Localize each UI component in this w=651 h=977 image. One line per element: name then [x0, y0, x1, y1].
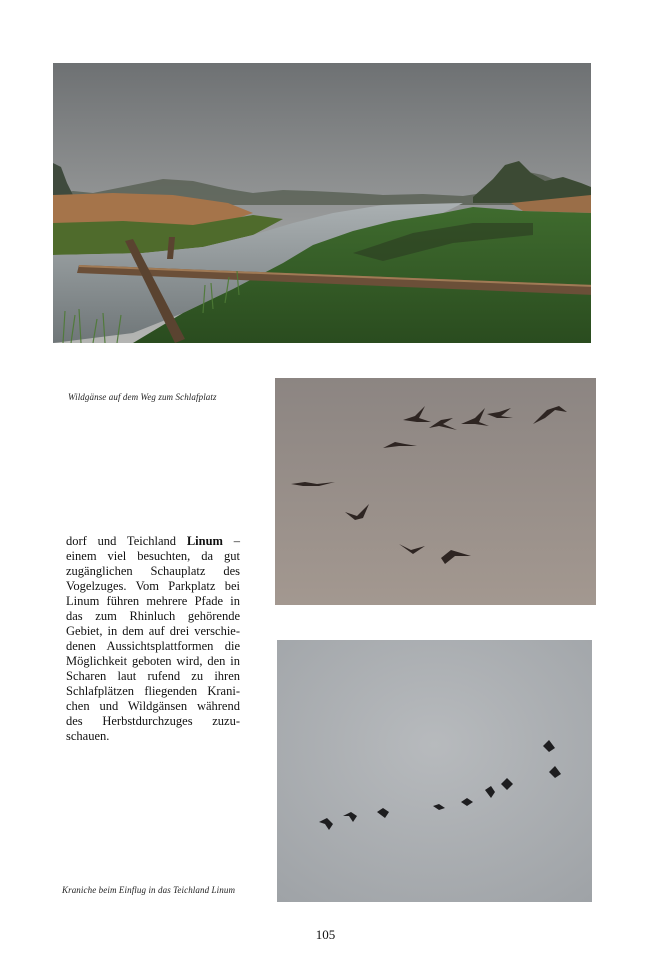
body-text-line: Vogelzuges. Vom Parkplatz bei: [66, 579, 240, 593]
body-text-line: denen Aussichtsplattformen die: [66, 639, 240, 653]
body-text-line: Gebiet, in dem auf drei verschie-: [66, 624, 240, 638]
body-text-line: des Herbstdurchzuges zuzu-: [66, 714, 240, 728]
cranes-photo-caption: Kraniche beim Einflug in das Teichland Linum: [62, 885, 236, 895]
page-number: 105: [315, 927, 336, 942]
body-text-line: das zum Rhinluch gehörende: [66, 609, 240, 623]
geese-photo-caption: Wildgänse auf dem Weg zum Schlafplatz: [68, 392, 217, 402]
body-text-line: Scharen laut rufend zu ihren: [66, 669, 240, 683]
flying-cranes-photo: [277, 640, 592, 902]
body-text-line: Schlafplätzen fliegenden Krani-: [66, 684, 240, 698]
body-text-line: schauen.: [66, 729, 110, 743]
body-text-line: einem viel besuchten, da gut: [66, 549, 240, 563]
place-name-linum: Linum: [186, 534, 223, 548]
body-text-line: dorf und Teichland Linum –: [66, 534, 241, 548]
body-text-column: [66, 534, 240, 744]
body-text-line: chen und Wildgänsen während: [66, 699, 240, 713]
body-text-line: zugänglichen Schauplatz des: [66, 564, 240, 578]
flying-geese-photo: [275, 378, 596, 605]
body-text-line: Linum führen mehrere Pfade in: [66, 594, 240, 608]
landscape-photo: [53, 63, 591, 343]
body-text-line: Möglichkeit geboten wird, den in: [66, 654, 240, 668]
